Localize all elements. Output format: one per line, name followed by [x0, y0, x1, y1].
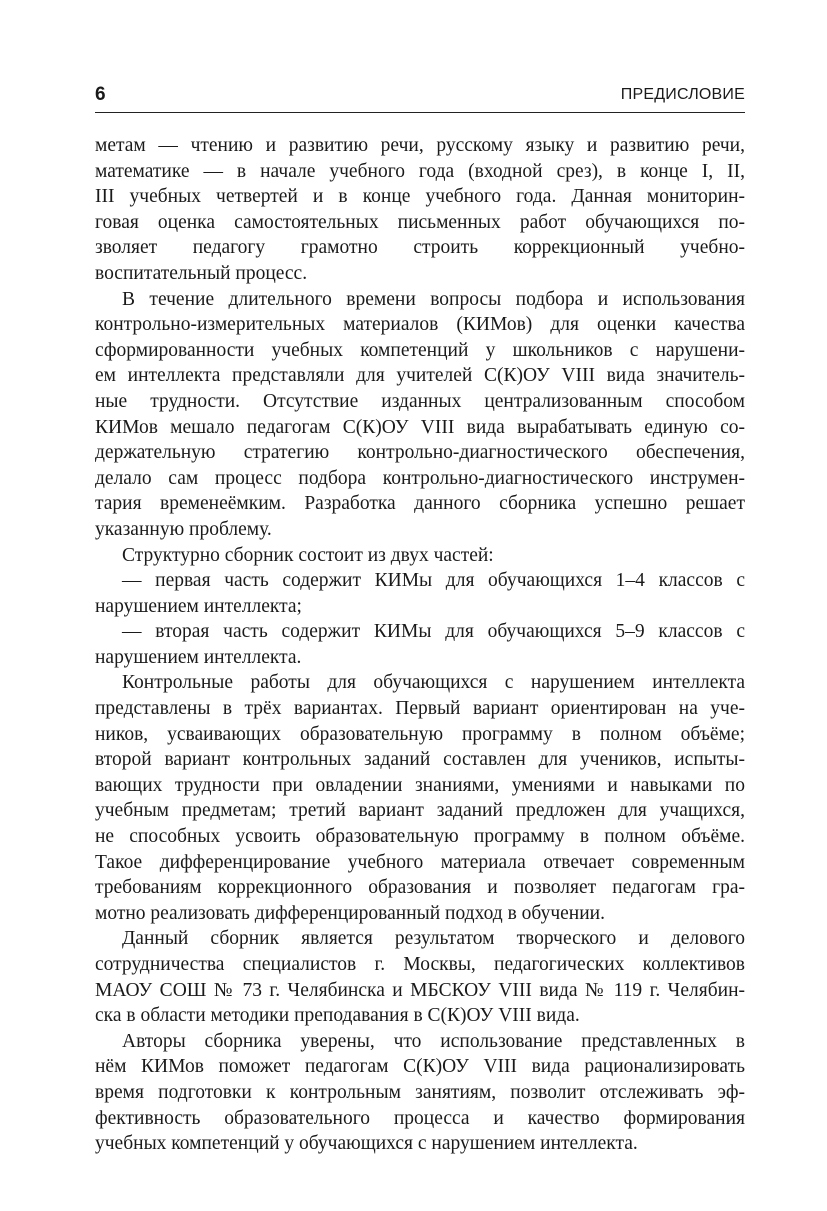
text-line: зволяет педагогу грамотно строить коррекционный учебно- [95, 237, 745, 259]
text-line: ников, усваивающих образовательную программу в полном объёме; [95, 723, 745, 745]
text-line: требованиям коррекционного образования и позволяет педагогам гра- [95, 877, 745, 899]
text-line: математике — в начале учебного года (входной срез), в конце I, II, [95, 160, 745, 182]
text-line: — первая часть содержит КИМы для обучающихся 1–4 классов с [122, 570, 745, 592]
text-line: В течение длительного времени вопросы подбора и использования [122, 288, 745, 310]
text-line: Данный сборник является результатом творческого и делового [122, 928, 745, 950]
text-line: III учебных четвертей и в конце учебного года. Данная мониторин- [95, 186, 745, 208]
text-line: представлены в трёх вариантах. Первый вариант ориентирован на уче- [95, 698, 745, 720]
text-line: время подготовки к контрольным занятиям, позволит отслеживать эф- [95, 1081, 745, 1103]
text-line: не способных усвоить образовательную программу в полном объёме. [95, 826, 745, 848]
text-line: указанную проблему. [95, 518, 272, 540]
text-line: говая оценка самостоятельных письменных работ обучающихся по- [95, 211, 745, 233]
text-line: — вторая часть содержит КИМы для обучающихся 5–9 классов с [122, 621, 745, 643]
text-line: тария временеёмким. Разработка данного сборника успешно решает [95, 493, 745, 515]
text-line: сотрудничества специалистов г. Москвы, педагогических коллективов [95, 954, 745, 975]
text-line: ем интеллекта представляли для учителей С(К)ОУ VIII вида значитель- [95, 365, 745, 387]
text-line: нарушением интеллекта; [95, 595, 302, 617]
text-line: учебных компетенций у обучающихся с нарушением интеллекта. [95, 1133, 638, 1155]
page-number: 6 [95, 84, 106, 105]
text-line: МАОУ СОШ № 73 г. Челябинска и МБСКОУ VIII вида № 119 г. Челябин- [95, 979, 745, 1001]
running-head: ПРЕДИСЛОВИЕ [620, 86, 745, 103]
text-line: Структурно сборник состоит из двух частей: [122, 544, 494, 566]
text-line: Авторы сборника уверены, что использование представленных в [122, 1030, 745, 1052]
text-line: мотно реализовать дифференцированный подход в обучении. [95, 902, 605, 924]
text-line: нарушением интеллекта. [95, 646, 302, 668]
text-line: вающих трудности при овладении знаниями, умениями и навыками по [95, 774, 745, 796]
text-line: второй вариант контрольных заданий составлен для учеников, испыты- [95, 749, 745, 771]
text-line: Контрольные работы для обучающихся с нарушением интеллекта [122, 672, 745, 694]
text-line: воспитательный процесс. [95, 262, 308, 284]
text-line: КИМов мешало педагогам С(К)ОУ VIII вида вырабатывать единую со- [95, 416, 745, 438]
text-line: нём КИМов поможет педагогам С(К)ОУ VIII вида рационализировать [95, 1056, 745, 1078]
text-line: контрольно-измерительных материалов (КИМов) для оценки качества [95, 314, 745, 336]
body-text [95, 133, 745, 1157]
text-line: учебным предметам; третий вариант заданий предложен для учащихся, [95, 800, 745, 822]
text-line: делало сам процесс подбора контрольно-диагностического инструмен- [95, 467, 745, 489]
text-line: держательную стратегию контрольно-диагностического обеспечения, [95, 442, 745, 464]
page-header [95, 84, 745, 113]
text-line: Такое дифференцирование учебного материала отвечает современным [95, 851, 745, 873]
text-line: сформированности учебных компетенций у школьников с нарушени- [95, 339, 745, 361]
text-line: фективность образовательного процесса и качество формирования [95, 1107, 745, 1129]
text-line: ска в области методики преподавания в С(К)ОУ VIII вида. [95, 1005, 580, 1027]
text-line: метам — чтению и развитию речи, русскому языку и развитию речи, [95, 135, 745, 156]
text-line: ные трудности. Отсутствие изданных централизованным способом [95, 390, 745, 412]
